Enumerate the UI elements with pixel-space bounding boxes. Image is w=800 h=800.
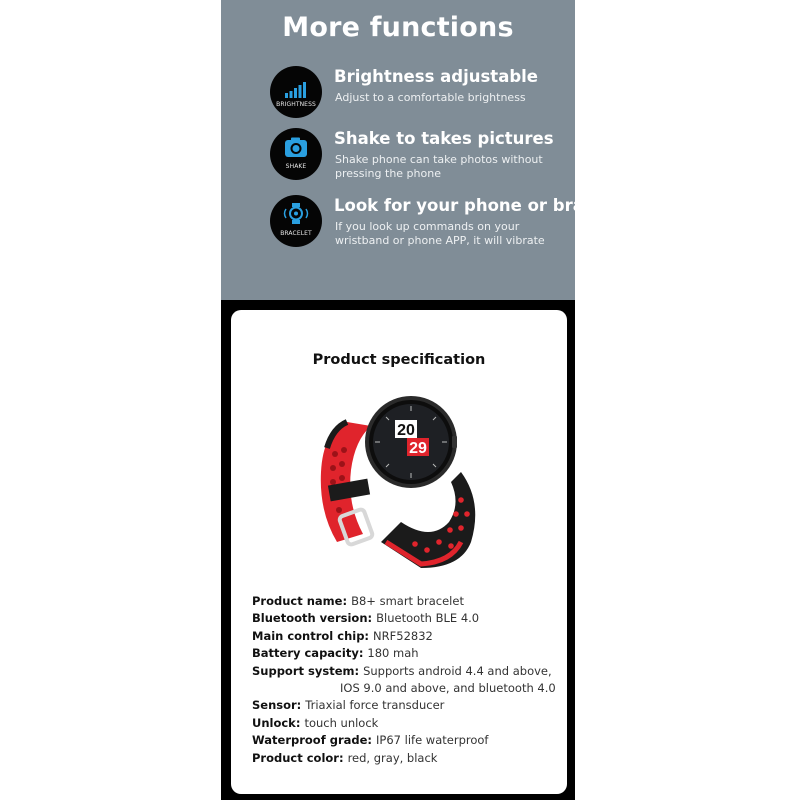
spec-row: Waterproof grade: IP67 life waterproof xyxy=(252,733,489,748)
spec-row: Bluetooth version: Bluetooth BLE 4.0 xyxy=(252,611,480,626)
feature-title: Brightness adjustable xyxy=(334,67,538,86)
bracelet-badge xyxy=(270,195,322,247)
spec-row: Product color: red, gray, black xyxy=(252,750,438,765)
section-title: More functions xyxy=(282,12,514,43)
shake-badge-label: SHAKE xyxy=(285,163,307,170)
feature-description: If you look up commands on your wristband or phone APP, it will vibrate xyxy=(335,220,545,247)
feature-description: Adjust to a comfortable brightness xyxy=(335,91,526,104)
feature-title: Shake to takes pictures xyxy=(334,129,554,148)
spec-row: Sensor: Triaxial force transducer xyxy=(252,698,445,713)
spec-row: Product name: B8+ smart bracelet xyxy=(252,594,464,608)
camera-icon xyxy=(270,128,322,180)
spec-row: Battery capacity: 180 mah xyxy=(252,646,419,661)
spec-list xyxy=(252,593,562,767)
bracelet-vibrate-icon xyxy=(270,195,322,247)
bracelet-badge-label: BRACELET xyxy=(280,230,312,237)
spec-row: IOS 9.0 and above, and bluetooth 4.0 xyxy=(340,681,556,696)
spec-row: Main control chip: NRF52832 xyxy=(252,628,433,643)
brightness-badge xyxy=(270,66,322,118)
spec-card xyxy=(231,310,567,794)
feature-title: Look for your phone or bracelet xyxy=(334,196,630,215)
more-functions-section xyxy=(221,0,630,300)
watch-hour: 20 xyxy=(397,422,415,439)
spec-title: Product specification xyxy=(312,352,486,368)
brightness-badge-label: BRIGHTNESS xyxy=(276,101,316,108)
brightness-bars-icon xyxy=(270,66,322,118)
smartwatch-image xyxy=(311,392,491,572)
spec-row: Unlock: touch unlock xyxy=(252,715,379,730)
spec-row: Support system: Supports android 4.4 and above, xyxy=(252,663,552,678)
watch-minute: 29 xyxy=(409,440,427,457)
shake-badge xyxy=(270,128,322,180)
product-page xyxy=(221,0,630,800)
feature-description: Shake phone can take photos without pressing the phone xyxy=(335,153,543,180)
